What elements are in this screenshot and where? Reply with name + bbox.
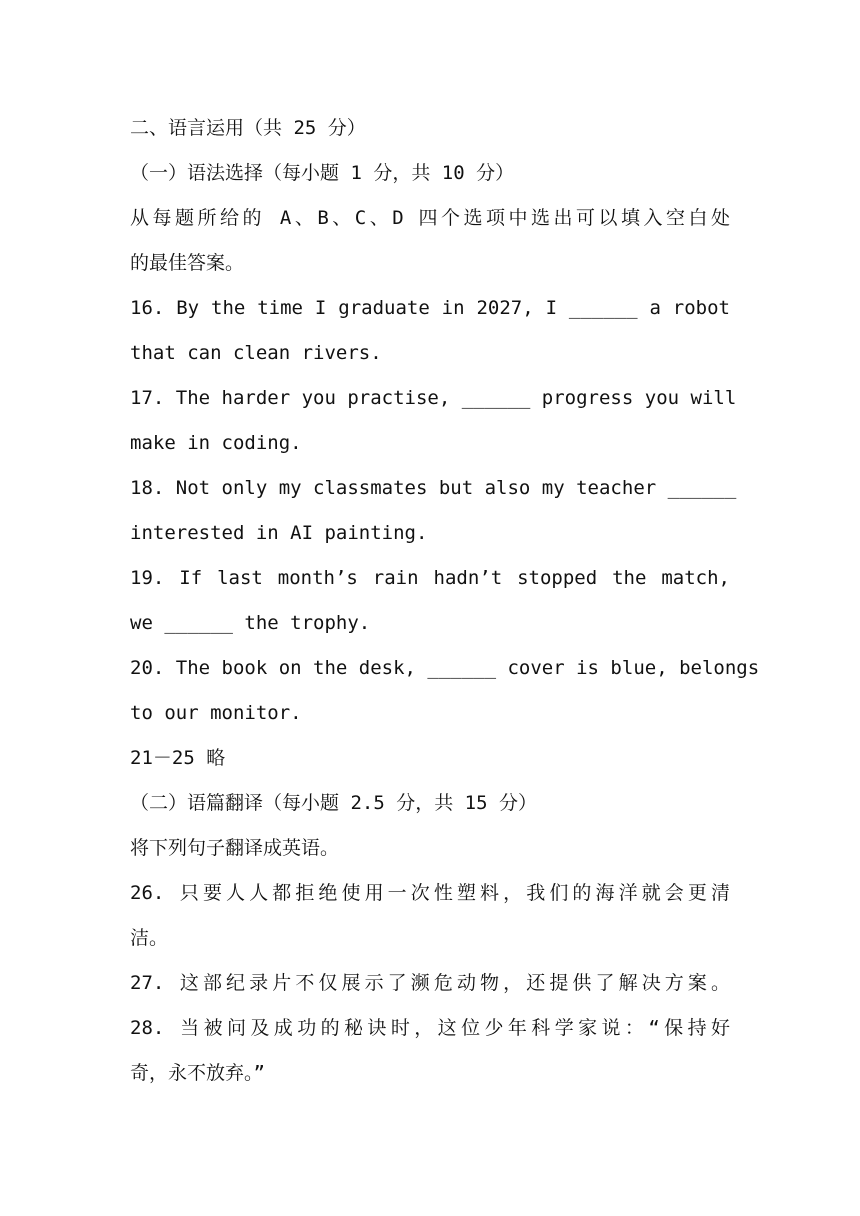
- question-16-line-1: 16. By the time I graduate in 2027, I ______ a robot: [130, 297, 730, 319]
- question-18-line-1: 18. Not only my classmates but also my teacher ______: [130, 477, 737, 499]
- question-17-line-2: make in coding.: [130, 432, 302, 454]
- question-28-line-1: 28. 当被问及成功的秘诀时，这位少年科学家说：“保持好: [130, 1017, 730, 1039]
- section-heading: 二、语言运用（共 25 分）: [130, 117, 366, 139]
- omitted-questions-note: 21－25 略: [130, 747, 226, 769]
- question-26-line-2: 洁。: [130, 927, 169, 949]
- question-19-line-2: we ______ the trophy.: [130, 612, 371, 634]
- question-28-line-2: 奇，永不放弃。”: [130, 1062, 265, 1084]
- question-18-line-2: interested in AI painting.: [130, 522, 428, 544]
- question-26-line-1: 26. 只要人人都拒绝使用一次性塑料，我们的海洋就会更清: [130, 882, 730, 904]
- question-27-line-1: 27. 这部纪录片不仅展示了濒危动物，还提供了解决方案。: [130, 972, 730, 994]
- question-16-line-2: that can clean rivers.: [130, 342, 382, 364]
- question-20-line-2: to our monitor.: [130, 702, 302, 724]
- question-17-line-1: 17. The harder you practise, ______ progress you will: [130, 387, 737, 409]
- part2-instruction: 将下列句子翻译成英语。: [130, 837, 340, 859]
- part2-heading: （二）语篇翻译（每小题 2.5 分，共 15 分）: [130, 792, 537, 814]
- part1-heading: （一）语法选择（每小题 1 分，共 10 分）: [130, 162, 515, 184]
- question-19-line-1: 19. If last month’s rain hadn’t stopped the match,: [130, 567, 730, 589]
- question-20-line-1: 20. The book on the desk, ______ cover is blue, belongs: [130, 657, 760, 679]
- part1-instruction-line-1: 从每题所给的 A、B、C、D 四个选项中选出可以填入空白处: [130, 207, 730, 229]
- part1-instruction-line-2: 的最佳答案。: [130, 252, 245, 274]
